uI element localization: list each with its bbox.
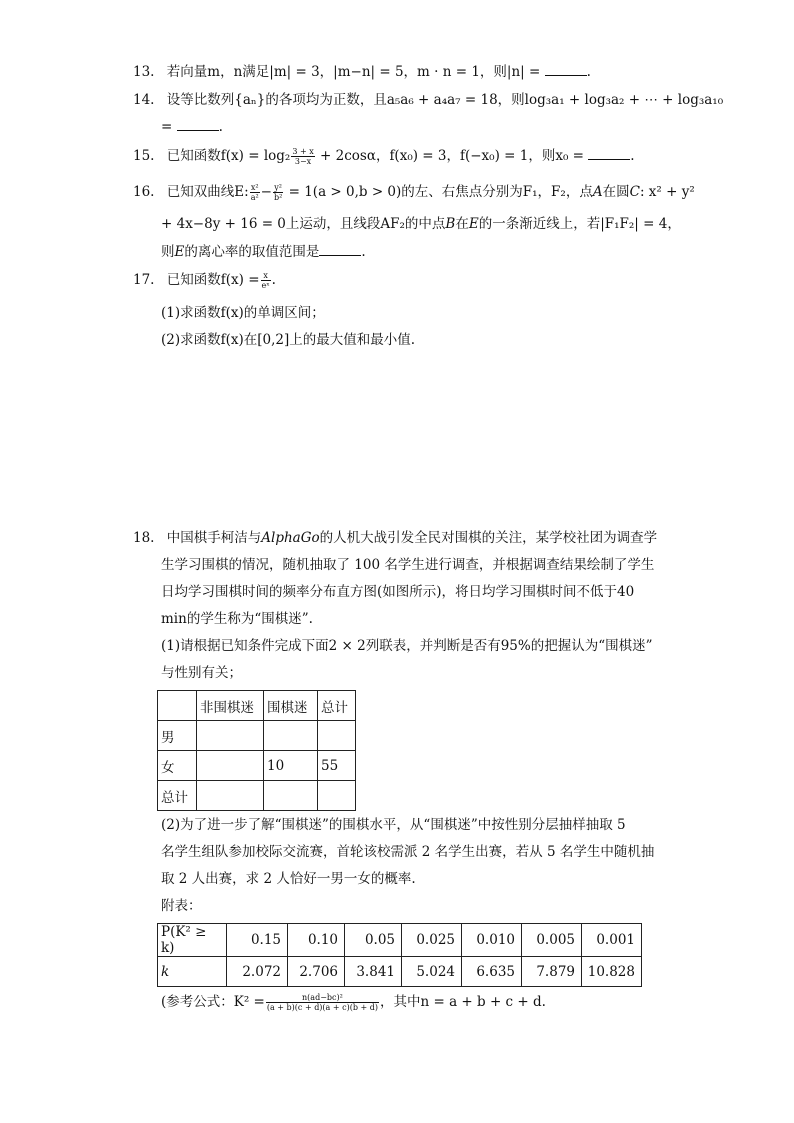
question-13 [133,61,591,82]
table-cell: 3.841 [345,957,402,987]
table-cell [197,751,264,781]
curve-e: E [468,216,479,232]
question-text: : x² + y² [639,184,695,200]
table-cell [197,721,264,751]
question-text: 中国棋手柯洁与 [166,530,262,546]
question-text: n满足|m| = 3，|m−n| = 5，m · n = 1，则|n| = [233,64,541,80]
question-text: 在 [455,216,469,232]
fraction-denominator: (a + b)(c + d)(a + c)(b + d) [266,1003,378,1012]
answer-blank [545,61,587,76]
table-header-row [158,691,356,721]
answer-blank [319,241,361,256]
table-cell: 7.879 [522,957,582,987]
table-row [158,721,356,751]
table-cell: 女 [158,751,197,781]
table-row [158,781,356,811]
question-number: 17. [133,272,155,288]
table-cell: 总计 [158,781,197,811]
table-cell: 2.072 [227,957,288,987]
period: . [218,119,223,135]
period: . [630,148,635,164]
question-18-line2: 生学习围棋的情况，随机抽取了 100 名学生进行调查，并根据调查结果绘制了学生 [161,557,655,573]
table-row-label: P(K² ≥ k) [158,924,227,957]
table-cell: 2.706 [288,957,345,987]
table-cell: 0.05 [345,924,402,957]
question-text: 已知函数f(x) = log₂ [166,148,291,164]
question-number: 15. [133,148,155,164]
question-17 [133,270,276,290]
question-18-part2: (2)为了进一步了解“围棋迷”的围棋水平，从“围棋迷”中按性别分层抽样抽取 5 [161,817,626,833]
question-17-part1: (1)求函数f(x)的单调区间； [161,305,325,321]
fraction [273,183,283,202]
period: . [361,244,366,260]
question-14-line2 [161,116,223,137]
question-number: 18. [133,530,155,546]
question-text: 在圆 [602,184,630,200]
table-cell [158,691,197,721]
fraction-numerator: y² [274,183,283,192]
period: . [586,64,591,80]
fraction-denominator: a² [250,193,259,202]
table-row [158,924,642,957]
question-14 [133,90,723,110]
fraction-numerator: 3 + x [292,147,314,156]
question-text: 则 [161,244,175,260]
fraction-denominator: eˣ [261,281,270,290]
question-text: + 2cosα，f(x₀) = 3，f(−x₀) = 1，则x₀ = [320,148,584,164]
equals-sign: = [161,119,173,135]
fraction-numerator: x [261,271,271,281]
table-header: 总计 [318,691,356,721]
curve-e: E [174,244,185,260]
table-row-label: k [158,957,227,987]
table-cell: 男 [158,721,197,751]
appendix-label: 附表： [161,898,202,914]
formula-text: (参考公式：K² = [161,994,265,1010]
table-cell: 5.024 [402,957,462,987]
fraction-denominator: b² [273,193,283,202]
question-16 [133,182,695,202]
question-18-part2-line2: 名学生组队参加校际交流赛，首轮该校需派 2 名学生出赛，若从 5 名学生中随机抽 [161,844,655,860]
question-text: + 4x−8y + 16 = 0上运动，且线段AF₂的中点 [161,216,446,232]
fraction [266,993,379,1012]
point-a: A [592,184,603,200]
table-header: 非围棋迷 [197,691,264,721]
period: . [271,272,276,288]
question-16-line3 [161,241,366,262]
formula-text: ，其中n = a + b + c + d. [379,994,546,1010]
table-row [158,751,356,781]
question-number: 13. [133,64,155,80]
question-15 [133,145,635,166]
question-18-line4: min的学生称为“围棋迷”. [161,611,313,627]
answer-blank [177,116,219,131]
table-cell [264,721,318,751]
table-cell [318,781,356,811]
table-cell: 0.15 [227,924,288,957]
fraction [261,271,271,290]
question-text: 已知双曲线E: [166,184,249,200]
table-row [158,957,642,987]
question-18-part1: (1)请根据已知条件完成下面2 × 2列联表，并判断是否有95%的把握认为“围棋迷” [161,638,653,654]
table-cell [318,721,356,751]
fraction-numerator: x² [250,183,259,192]
fraction-numerator: n(ad−bc)² [266,993,379,1003]
question-18-part2-line3: 取 2 人出赛，求 2 人恰好一男一女的概率. [161,871,416,887]
fraction-denominator: 3−x [294,157,312,166]
table-cell: 0.10 [288,924,345,957]
question-text: 的离心率的取值范围是 [184,244,320,260]
question-text: 已知函数f(x) = [166,272,260,288]
reference-formula [161,992,546,1012]
table-cell: 0.010 [462,924,522,957]
fraction [291,147,314,166]
question-text: 设等比数列{aₙ}的各项均为正数，且a₅a₆ + a₄a₇ = 18，则log₃a₁ + log₃a₂ + ⋯ + log₃a₁₀ [166,92,724,108]
table-cell: 6.635 [462,957,522,987]
answer-blank [588,145,630,160]
question-number: 16. [133,184,155,200]
table-cell: 0.025 [402,924,462,957]
table-cell: 55 [318,751,356,781]
table-cell: 0.005 [522,924,582,957]
question-text: 的人机大战引发全民对围棋的关注，某学校社团为调查学 [319,530,658,546]
question-18-line3: 日均学习围棋时间的频率分布直方图(如图所示)，将日均学习围棋时间不低于40 [161,584,635,600]
question-16-line2 [161,214,681,234]
table-cell: 0.001 [582,924,642,957]
circle-c: C [629,184,640,200]
question-number: 14. [133,92,155,108]
vector-m: m， [207,64,234,80]
question-text: 若向量 [166,64,208,80]
question-text: 的一条渐近线上，若|F₁F₂| = 4， [478,216,681,232]
question-17-part2: (2)求函数f(x)在[0,2]上的最大值和最小值. [161,332,416,348]
table-cell: 10.828 [582,957,642,987]
question-18-part1-cont: 与性别有关； [161,665,242,681]
table-cell [197,781,264,811]
table-cell [264,781,318,811]
question-18 [133,528,657,548]
alphago-name: AlphaGo [261,530,320,546]
table-cell: 10 [264,751,318,781]
critical-value-table [157,923,642,987]
question-text: = 1(a > 0,b > 0)的左、右焦点分别为F₁，F₂，点 [288,184,593,200]
point-b: B [445,216,456,232]
minus-sign: − [260,184,272,200]
fraction [250,183,260,202]
contingency-table [157,690,356,811]
table-header: 围棋迷 [264,691,318,721]
